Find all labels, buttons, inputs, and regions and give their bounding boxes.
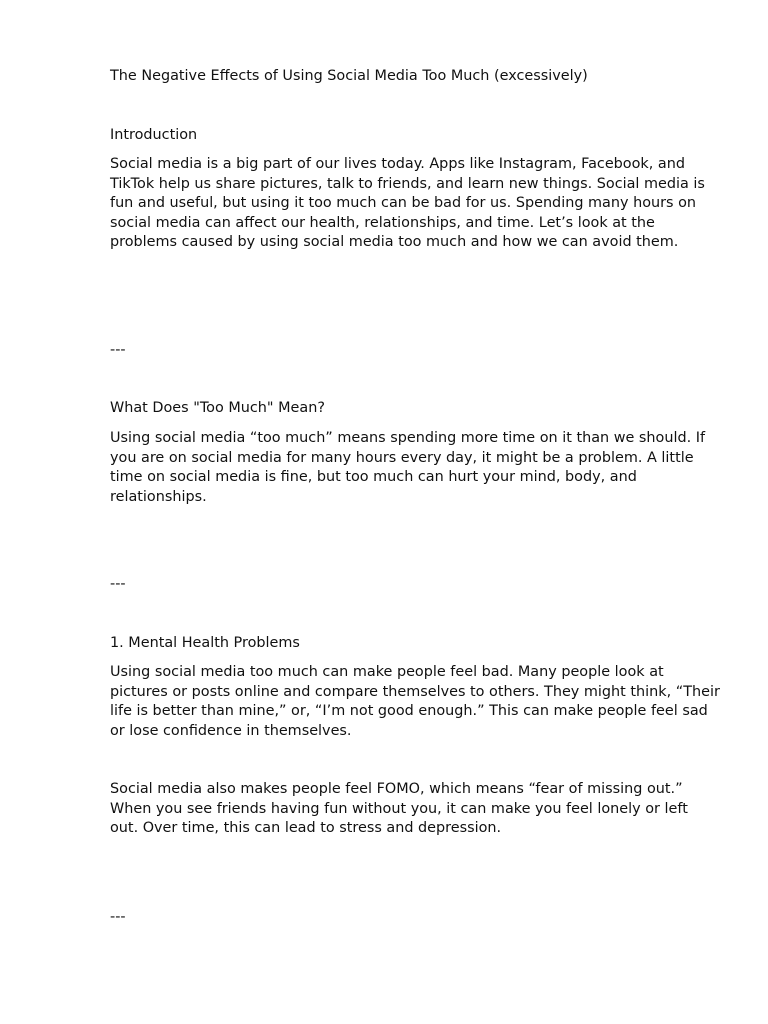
section-heading-mental-health: 1. Mental Health Problems	[110, 635, 300, 651]
section-heading-too-much: What Does "Too Much" Mean?	[110, 400, 325, 416]
paragraph-mental-health-2: Social media also makes people feel FOMO, which means “fear of missing out.” When you see friends having fun without you, it can make you feel lonely or left out. Over time, this can lead to stress and depression.	[110, 781, 688, 837]
section-separator: ---	[110, 342, 126, 358]
section-separator: ---	[110, 576, 126, 592]
section-heading-introduction: Introduction	[110, 127, 198, 143]
section-separator: ---	[110, 909, 126, 925]
paragraph-introduction: Social media is a big part of our lives today. Apps like Instagram, Facebook, and TikTok help us share pictures, talk to friends, and learn new things. Social media is fun and useful, but using it too much can be bad for us. Spending many hours on social media can affect our health, relationships, and time. Let’s look at the problems caused by using social media too much and how we can avoid them.	[110, 156, 705, 251]
paragraph-too-much: Using social media “too much” means spending more time on it than we should. If you are on social media for many hours every day, it might be a problem. A little time on social media is fine, but too much can hurt your mind, body, and relationships.	[110, 430, 706, 505]
document-title: The Negative Effects of Using Social Media Too Much (excessively)	[110, 68, 588, 84]
paragraph-mental-health-1: Using social media too much can make people feel bad. Many people look at pictures or posts online and compare themselves to others. They might think, “Their life is better than mine,” or, “I’m not good enough.” This can make people feel sad or lose confidence in themselves.	[110, 664, 720, 739]
